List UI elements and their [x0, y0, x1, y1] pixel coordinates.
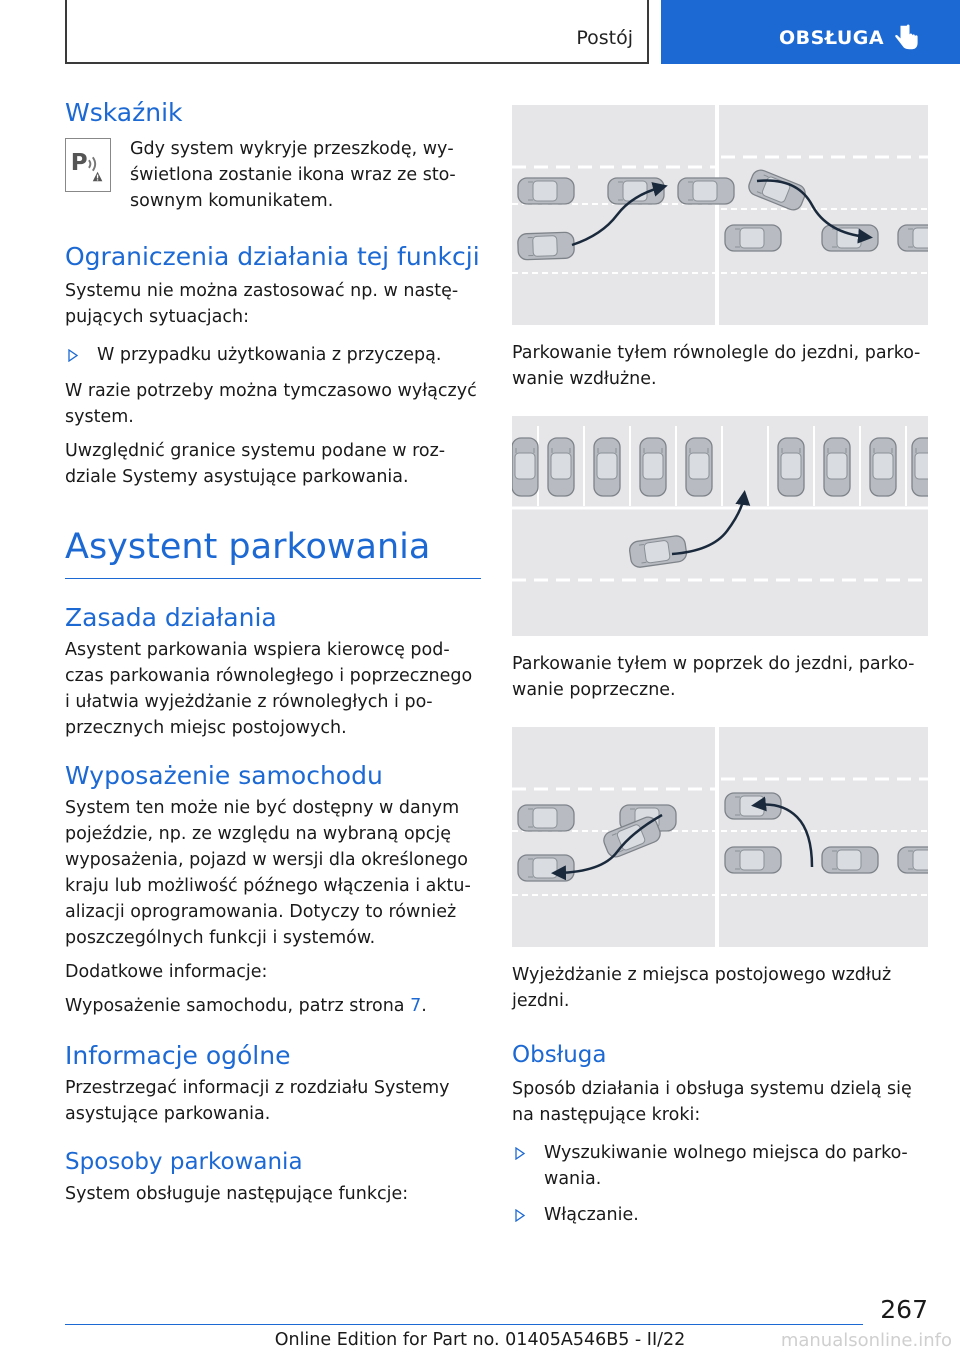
page-link[interactable]: 7 [410, 996, 422, 1016]
bullet-triangle-icon [515, 1209, 525, 1222]
cross-reference-text: Wyposażenie samochodu, patrz strona [65, 996, 411, 1016]
parking-sensor-warning-icon [65, 138, 111, 192]
equipment-text: System ten może nie być dostępny w danym pojeździe, np. ze względu na wybraną opcję wyposażenia, pojazd w wersji dla określonego kraju lub możliwość późnego włączenia i aktualizacji oprogramowania. Dotyczy to również poszczególnych funkcji i systemów. [65, 798, 471, 948]
operation-bullet-2-text: Włączanie. [544, 1204, 639, 1225]
edition-note: Online Edition for Part no. 01405A546B5 - II/22 [274, 1330, 686, 1350]
figure-perpendicular-parking [512, 416, 928, 636]
caption-parallel-parking: Parkowanie tyłem równolegle do jezdni, parkowanie wzdłużne. [512, 343, 921, 389]
methods-text: System obsługuje następujące funkcje: [65, 1183, 409, 1204]
perpendicular-parking-illustration [512, 416, 928, 636]
bullet-triangle-icon [515, 1147, 525, 1160]
caption-perpendicular-parking: Parkowanie tyłem w poprzek do jezdni, parkowanie poprzeczne. [512, 654, 915, 700]
principle-heading: Zasada działania [65, 603, 277, 632]
methods-heading: Sposoby parkowania [65, 1149, 303, 1175]
operation-section [512, 1042, 928, 1228]
equipment-heading: Wyposażenie samochodu [65, 761, 383, 790]
section-rule [65, 578, 481, 579]
indicator-text: Gdy system wykryje przeszkodę, wyświetlona zostanie ikona wraz ze stosownym komunikatem. [130, 139, 456, 211]
limits-heading: Ograniczenia działania tej funkcji [65, 242, 480, 271]
indicator-block [65, 136, 481, 214]
figure-parallel-parking [512, 105, 928, 325]
cross-reference-end: . [421, 996, 427, 1016]
header-chapter-tab[interactable] [661, 0, 960, 64]
watermark: manualsonline.info [780, 1330, 952, 1351]
exit-parking-illustration [512, 727, 928, 947]
indicator-heading: Wskaźnik [65, 98, 183, 127]
limits-bullet [65, 342, 481, 368]
header-chapter-label: OBSŁUGA [779, 27, 885, 49]
header-section-box [65, 0, 649, 64]
limits-bullet-text: W przypadku użytkowania z przyczepą. [97, 345, 442, 365]
general-heading: Informacje ogólne [65, 1041, 291, 1070]
figure-exit-parking [512, 727, 928, 947]
more-info-text: Dodatkowe informacje: [65, 962, 268, 982]
footer-rule [65, 1324, 863, 1325]
operation-bullet-1-text: Wyszukiwanie wolnego miejsca do parkowania. [544, 1142, 908, 1189]
operation-bullet-1 [512, 1140, 928, 1192]
limits-text-2: Uwzględnić granice systemu podane w rozdziale Systemy asystujące parkowania. [65, 441, 446, 487]
operation-text: Sposób działania i obsługa systemu dzielą się na następujące kroki: [512, 1078, 912, 1125]
cross-reference [65, 993, 481, 1019]
hand-pointer-icon [894, 24, 920, 56]
header-section-title: Postój [576, 27, 633, 49]
svg-text:P: P [70, 149, 88, 176]
left-column [65, 98, 481, 1207]
general-text: Przestrzegać informacji z rozdziału Systemy asystujące parkowania. [65, 1078, 450, 1124]
limits-intro: Systemu nie można zastosować np. w następujących sytuacjach: [65, 281, 459, 327]
operation-bullet-2 [512, 1202, 928, 1228]
caption-exit-parking: Wyjeżdżanie z miejsca postojowego wzdłuż jezdni. [512, 965, 892, 1011]
bullet-triangle-icon [68, 349, 78, 362]
section-title: Asystent parkowania [65, 527, 431, 567]
operation-heading: Obsługa [512, 1042, 607, 1068]
page-number: 267 [880, 1295, 928, 1324]
parallel-parking-illustration [512, 105, 928, 325]
limits-text-1: W razie potrzeby można tymczasowo wyłączyć system. [65, 381, 477, 427]
principle-text: Asystent parkowania wspiera kierowcę podczas parkowania równoległego i poprzecznego i ułatwia wyjeżdżanie z równoległych i poprzecznych miejsc postojowych. [65, 640, 473, 738]
